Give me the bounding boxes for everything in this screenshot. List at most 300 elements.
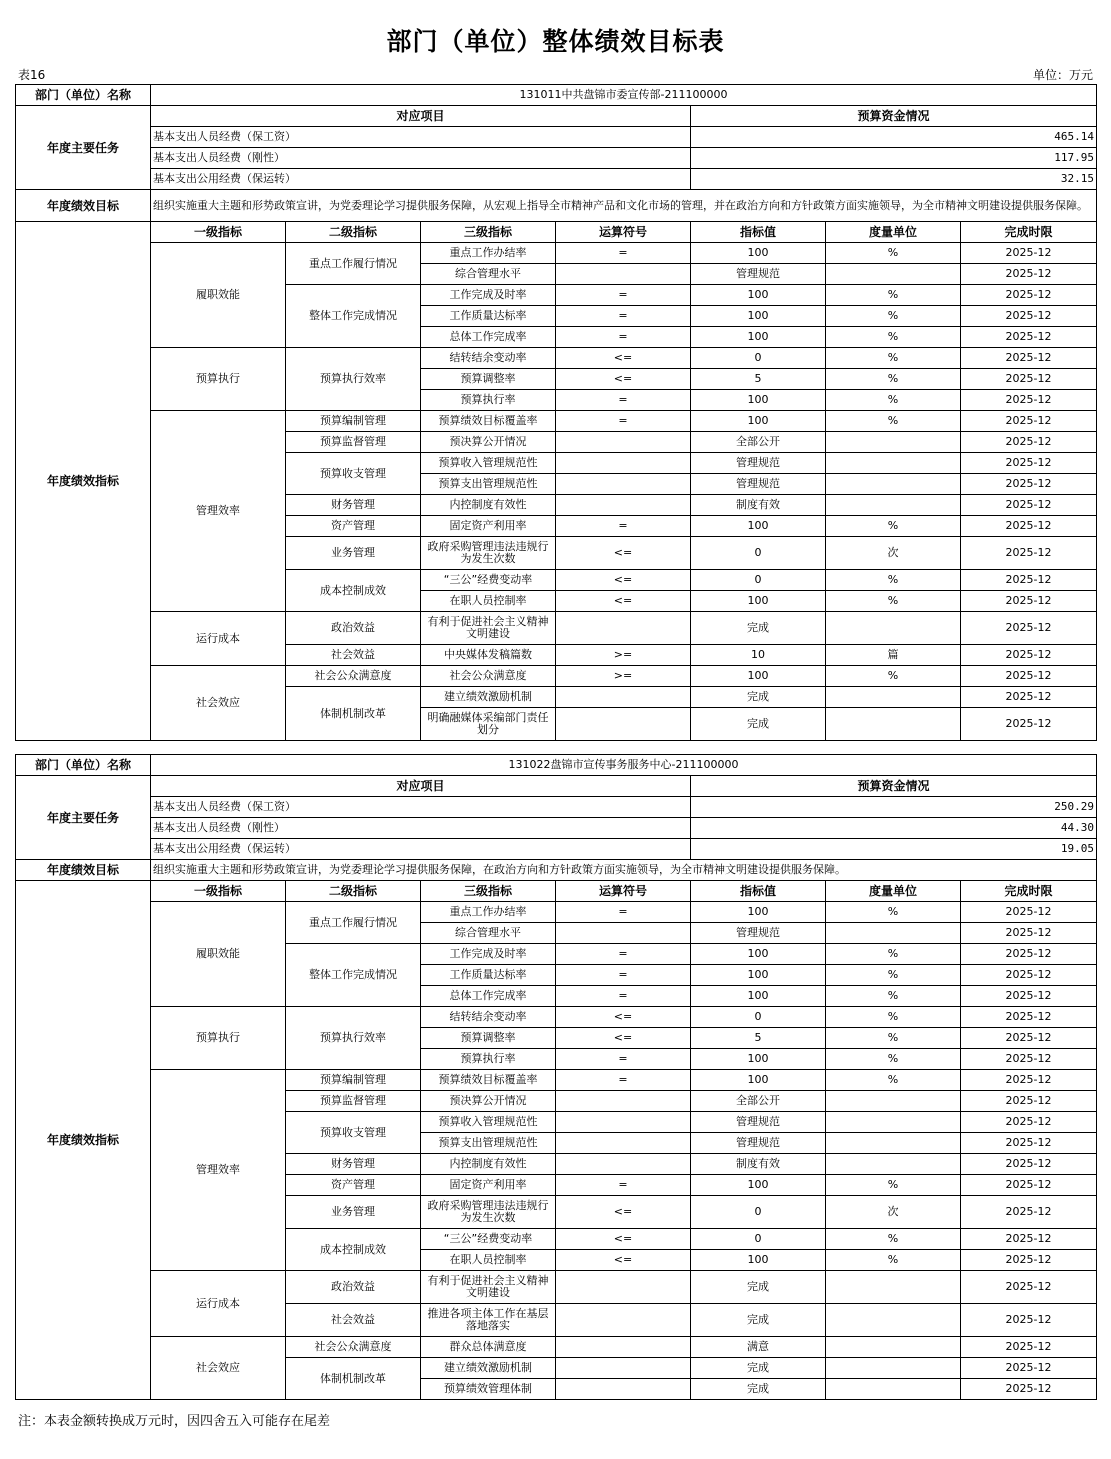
measure-unit	[826, 1337, 961, 1358]
indicator-value: 完成	[691, 708, 826, 741]
task-name: 基本支出人员经费（刚性）	[151, 148, 691, 169]
level3-indicator: 结转结余变动率	[421, 1007, 556, 1028]
header-col-val: 指标值	[691, 222, 826, 243]
level2-indicator: 社会公众满意度	[286, 1337, 421, 1358]
perf-indicators-label: 年度绩效指标	[16, 881, 151, 1400]
task-amount: 250.29	[691, 797, 1097, 818]
level3-indicator: 明确融媒体采编部门责任划分	[421, 708, 556, 741]
perf-goal-text: 组织实施重大主题和形势政策宣讲，为党委理论学习提供服务保障，从宏观上指导全市精神产品和文化市场的管理，并在政治方向和方针政策方面实施领导，为全市精神文明建设提供服务保障。	[151, 190, 1097, 222]
measure-unit	[826, 1112, 961, 1133]
indicator-header-row	[16, 881, 1097, 902]
deadline: 2025-12	[961, 687, 1097, 708]
operator: =	[556, 1175, 691, 1196]
measure-unit: %	[826, 390, 961, 411]
measure-unit	[826, 474, 961, 495]
operator: =	[556, 516, 691, 537]
project-header: 对应项目	[151, 776, 691, 797]
level1-indicator: 社会效应	[151, 1337, 286, 1400]
deadline: 2025-12	[961, 944, 1097, 965]
level1-indicator: 社会效应	[151, 666, 286, 741]
header-col-unit: 度量单位	[826, 881, 961, 902]
level3-indicator: 建立绩效激励机制	[421, 687, 556, 708]
indicator-value: 完成	[691, 1358, 826, 1379]
task-amount: 19.05	[691, 839, 1097, 860]
operator: =	[556, 285, 691, 306]
deadline: 2025-12	[961, 390, 1097, 411]
level3-indicator: 预算调整率	[421, 1028, 556, 1049]
level3-indicator: 预算执行率	[421, 1049, 556, 1070]
deadline: 2025-12	[961, 986, 1097, 1007]
header-col-op: 运算符号	[556, 222, 691, 243]
perf-indicators-label: 年度绩效指标	[16, 222, 151, 741]
measure-unit	[826, 1133, 961, 1154]
measure-unit	[826, 264, 961, 285]
level3-indicator: 有利于促进社会主义精神文明建设	[421, 612, 556, 645]
measure-unit: %	[826, 1229, 961, 1250]
operator: =	[556, 327, 691, 348]
indicator-value: 5	[691, 369, 826, 390]
measure-unit	[826, 1304, 961, 1337]
level3-indicator: “三公”经费变动率	[421, 570, 556, 591]
indicator-row	[16, 666, 1097, 687]
dept-name-value: 131022盘锦市宣传事务服务中心-211100000	[151, 755, 1097, 776]
dept-row	[16, 755, 1097, 776]
operator: =	[556, 965, 691, 986]
task-amount: 117.95	[691, 148, 1097, 169]
level2-indicator: 整体工作完成情况	[286, 285, 421, 348]
level1-indicator: 管理效率	[151, 411, 286, 612]
level1-indicator: 预算执行	[151, 348, 286, 411]
level3-indicator: 有利于促进社会主义精神文明建设	[421, 1271, 556, 1304]
tasks-header-row	[16, 776, 1097, 797]
header-col-time: 完成时限	[961, 881, 1097, 902]
indicator-value: 完成	[691, 687, 826, 708]
indicator-value: 管理规范	[691, 1133, 826, 1154]
indicator-value: 管理规范	[691, 1112, 826, 1133]
indicator-value: 100	[691, 306, 826, 327]
task-amount: 44.30	[691, 818, 1097, 839]
measure-unit: %	[826, 591, 961, 612]
level3-indicator: 预算收入管理规范性	[421, 1112, 556, 1133]
measure-unit: %	[826, 1028, 961, 1049]
operator	[556, 453, 691, 474]
indicator-value: 100	[691, 243, 826, 264]
deadline: 2025-12	[961, 369, 1097, 390]
indicator-value: 100	[691, 411, 826, 432]
level2-indicator: 体制机制改革	[286, 687, 421, 741]
operator	[556, 708, 691, 741]
level3-indicator: 中央媒体发稿篇数	[421, 645, 556, 666]
level3-indicator: 在职人员控制率	[421, 1250, 556, 1271]
indicator-value: 0	[691, 1007, 826, 1028]
operator: =	[556, 944, 691, 965]
deadline: 2025-12	[961, 645, 1097, 666]
level3-indicator: 固定资产利用率	[421, 1175, 556, 1196]
operator: =	[556, 411, 691, 432]
operator: <=	[556, 537, 691, 570]
deadline: 2025-12	[961, 902, 1097, 923]
unit-label: 单位：万元	[1032, 68, 1093, 82]
performance-table-2	[15, 754, 1097, 1400]
level1-indicator: 履职效能	[151, 902, 286, 1007]
measure-unit: %	[826, 1007, 961, 1028]
deadline: 2025-12	[961, 306, 1097, 327]
indicator-value: 100	[691, 327, 826, 348]
indicator-row	[16, 411, 1097, 432]
level3-indicator: 重点工作办结率	[421, 902, 556, 923]
level2-indicator: 社会效益	[286, 1304, 421, 1337]
page-title: 部门（单位）整体绩效目标表	[386, 27, 725, 56]
level2-indicator: 业务管理	[286, 1196, 421, 1229]
measure-unit	[826, 1379, 961, 1400]
deadline: 2025-12	[961, 1250, 1097, 1271]
level2-indicator: 体制机制改革	[286, 1358, 421, 1400]
indicator-value: 制度有效	[691, 495, 826, 516]
level1-indicator: 运行成本	[151, 612, 286, 666]
indicator-value: 全部公开	[691, 1091, 826, 1112]
indicator-value: 管理规范	[691, 923, 826, 944]
operator: <=	[556, 570, 691, 591]
deadline: 2025-12	[961, 348, 1097, 369]
indicator-value: 全部公开	[691, 432, 826, 453]
level3-indicator: 社会公众满意度	[421, 666, 556, 687]
level2-indicator: 预算监督管理	[286, 1091, 421, 1112]
level3-indicator: 预决算公开情况	[421, 432, 556, 453]
measure-unit: 次	[826, 537, 961, 570]
indicator-value: 100	[691, 516, 826, 537]
operator: =	[556, 902, 691, 923]
indicator-value: 完成	[691, 1271, 826, 1304]
perf-goal-label: 年度绩效目标	[16, 190, 151, 222]
indicator-value: 100	[691, 902, 826, 923]
operator	[556, 687, 691, 708]
measure-unit	[826, 495, 961, 516]
operator: <=	[556, 1229, 691, 1250]
indicator-value: 管理规范	[691, 474, 826, 495]
level2-indicator: 政治效益	[286, 612, 421, 645]
measure-unit: %	[826, 306, 961, 327]
header-col-l2: 二级指标	[286, 881, 421, 902]
operator: <=	[556, 1250, 691, 1271]
measure-unit	[826, 687, 961, 708]
level1-indicator: 预算执行	[151, 1007, 286, 1070]
level3-indicator: 群众总体满意度	[421, 1337, 556, 1358]
level2-indicator: 社会效益	[286, 645, 421, 666]
indicator-row	[16, 348, 1097, 369]
measure-unit: %	[826, 902, 961, 923]
level3-indicator: 在职人员控制率	[421, 591, 556, 612]
deadline: 2025-12	[961, 1358, 1097, 1379]
task-amount: 32.15	[691, 169, 1097, 190]
operator	[556, 474, 691, 495]
deadline: 2025-12	[961, 1007, 1097, 1028]
task-row	[16, 839, 1097, 860]
task-row	[16, 169, 1097, 190]
deadline: 2025-12	[961, 923, 1097, 944]
deadline: 2025-12	[961, 495, 1097, 516]
level3-indicator: 预决算公开情况	[421, 1091, 556, 1112]
operator	[556, 1271, 691, 1304]
task-row	[16, 148, 1097, 169]
deadline: 2025-12	[961, 708, 1097, 741]
task-name: 基本支出人员经费（刚性）	[151, 818, 691, 839]
level2-indicator: 预算编制管理	[286, 411, 421, 432]
indicator-row	[16, 1070, 1097, 1091]
level3-indicator: 工作质量达标率	[421, 306, 556, 327]
measure-unit: %	[826, 411, 961, 432]
level3-indicator: 结转结余变动率	[421, 348, 556, 369]
performance-table-1	[15, 84, 1097, 741]
indicator-value: 100	[691, 944, 826, 965]
level2-indicator: 财务管理	[286, 495, 421, 516]
operator	[556, 495, 691, 516]
task-row	[16, 818, 1097, 839]
level2-indicator: 资产管理	[286, 1175, 421, 1196]
measure-unit: %	[826, 348, 961, 369]
operator	[556, 923, 691, 944]
deadline: 2025-12	[961, 1337, 1097, 1358]
level3-indicator: 固定资产利用率	[421, 516, 556, 537]
level2-indicator: 预算收支管理	[286, 1112, 421, 1154]
header-col-val: 指标值	[691, 881, 826, 902]
goal-row	[16, 860, 1097, 881]
level3-indicator: 预算绩效目标覆盖率	[421, 411, 556, 432]
level2-indicator: 资产管理	[286, 516, 421, 537]
task-name: 基本支出人员经费（保工资）	[151, 797, 691, 818]
indicator-header-row	[16, 222, 1097, 243]
measure-unit: %	[826, 965, 961, 986]
task-name: 基本支出公用经费（保运转）	[151, 839, 691, 860]
level3-indicator: 预算调整率	[421, 369, 556, 390]
deadline: 2025-12	[961, 1196, 1097, 1229]
budget-header: 预算资金情况	[691, 776, 1097, 797]
deadline: 2025-12	[961, 965, 1097, 986]
dept-name-label: 部门（单位）名称	[16, 85, 151, 106]
level1-indicator: 管理效率	[151, 1070, 286, 1271]
level3-indicator: 政府采购管理违法违规行为发生次数	[421, 1196, 556, 1229]
level2-indicator: 社会公众满意度	[286, 666, 421, 687]
deadline: 2025-12	[961, 411, 1097, 432]
level2-indicator: 预算收支管理	[286, 453, 421, 495]
deadline: 2025-12	[961, 1154, 1097, 1175]
level3-indicator: 预算收入管理规范性	[421, 453, 556, 474]
indicator-value: 100	[691, 1175, 826, 1196]
indicator-value: 100	[691, 591, 826, 612]
goal-row	[16, 190, 1097, 222]
level3-indicator: 工作质量达标率	[421, 965, 556, 986]
operator	[556, 1133, 691, 1154]
operator	[556, 1091, 691, 1112]
deadline: 2025-12	[961, 1049, 1097, 1070]
level3-indicator: 预算支出管理规范性	[421, 474, 556, 495]
deadline: 2025-12	[961, 453, 1097, 474]
table-number: 表16	[18, 68, 46, 82]
indicator-row	[16, 1337, 1097, 1358]
main-tasks-label: 年度主要任务	[16, 106, 151, 190]
indicator-value: 100	[691, 390, 826, 411]
deadline: 2025-12	[961, 327, 1097, 348]
measure-unit	[826, 708, 961, 741]
operator: >=	[556, 645, 691, 666]
level3-indicator: 工作完成及时率	[421, 285, 556, 306]
indicator-value: 完成	[691, 1379, 826, 1400]
operator	[556, 612, 691, 645]
measure-unit: %	[826, 1049, 961, 1070]
measure-unit	[826, 1154, 961, 1175]
task-name: 基本支出公用经费（保运转）	[151, 169, 691, 190]
deadline: 2025-12	[961, 537, 1097, 570]
indicator-row	[16, 612, 1097, 645]
operator: <=	[556, 348, 691, 369]
deadline: 2025-12	[961, 1304, 1097, 1337]
measure-unit	[826, 1091, 961, 1112]
indicator-value: 100	[691, 1049, 826, 1070]
dept-name-label: 部门（单位）名称	[16, 755, 151, 776]
indicator-value: 5	[691, 1028, 826, 1049]
indicator-value: 管理规范	[691, 264, 826, 285]
operator	[556, 1112, 691, 1133]
indicator-value: 完成	[691, 612, 826, 645]
operator: =	[556, 390, 691, 411]
deadline: 2025-12	[961, 612, 1097, 645]
measure-unit: 篇	[826, 645, 961, 666]
indicator-value: 管理规范	[691, 453, 826, 474]
measure-unit: %	[826, 516, 961, 537]
operator	[556, 1337, 691, 1358]
level3-indicator: 工作完成及时率	[421, 944, 556, 965]
deadline: 2025-12	[961, 243, 1097, 264]
operator	[556, 432, 691, 453]
deadline: 2025-12	[961, 1229, 1097, 1250]
operator: =	[556, 243, 691, 264]
measure-unit: %	[826, 666, 961, 687]
measure-unit: %	[826, 369, 961, 390]
deadline: 2025-12	[961, 570, 1097, 591]
operator: >=	[556, 666, 691, 687]
measure-unit	[826, 923, 961, 944]
header-col-time: 完成时限	[961, 222, 1097, 243]
deadline: 2025-12	[961, 1028, 1097, 1049]
perf-goal-label: 年度绩效目标	[16, 860, 151, 881]
header-col-l3: 三级指标	[421, 222, 556, 243]
header-col-l1: 一级指标	[151, 881, 286, 902]
level2-indicator: 重点工作履行情况	[286, 902, 421, 944]
operator: <=	[556, 1007, 691, 1028]
level3-indicator: 综合管理水平	[421, 923, 556, 944]
operator: <=	[556, 591, 691, 612]
level3-indicator: 预算支出管理规范性	[421, 1133, 556, 1154]
budget-header: 预算资金情况	[691, 106, 1097, 127]
measure-unit: %	[826, 1250, 961, 1271]
level2-indicator: 财务管理	[286, 1154, 421, 1175]
deadline: 2025-12	[961, 432, 1097, 453]
level3-indicator: 总体工作完成率	[421, 327, 556, 348]
deadline: 2025-12	[961, 285, 1097, 306]
header-col-l1: 一级指标	[151, 222, 286, 243]
task-name: 基本支出人员经费（保工资）	[151, 127, 691, 148]
operator	[556, 264, 691, 285]
dept-row	[16, 85, 1097, 106]
operator	[556, 1154, 691, 1175]
measure-unit: %	[826, 327, 961, 348]
indicator-value: 0	[691, 1229, 826, 1250]
level2-indicator: 成本控制成效	[286, 1229, 421, 1271]
deadline: 2025-12	[961, 1070, 1097, 1091]
measure-unit: %	[826, 570, 961, 591]
deadline: 2025-12	[961, 1271, 1097, 1304]
tasks-header-row	[16, 106, 1097, 127]
measure-unit: %	[826, 243, 961, 264]
task-amount: 465.14	[691, 127, 1097, 148]
indicator-value: 100	[691, 285, 826, 306]
level2-indicator: 整体工作完成情况	[286, 944, 421, 1007]
level1-indicator: 运行成本	[151, 1271, 286, 1337]
indicator-value: 满意	[691, 1337, 826, 1358]
level2-indicator: 预算执行效率	[286, 348, 421, 411]
operator: =	[556, 986, 691, 1007]
measure-unit: %	[826, 944, 961, 965]
measure-unit	[826, 432, 961, 453]
deadline: 2025-12	[961, 516, 1097, 537]
level3-indicator: “三公”经费变动率	[421, 1229, 556, 1250]
deadline: 2025-12	[961, 591, 1097, 612]
indicator-value: 10	[691, 645, 826, 666]
level2-indicator: 成本控制成效	[286, 570, 421, 612]
measure-unit	[826, 1271, 961, 1304]
level3-indicator: 推进各项主体工作在基层落地落实	[421, 1304, 556, 1337]
measure-unit: %	[826, 285, 961, 306]
indicator-value: 制度有效	[691, 1154, 826, 1175]
level3-indicator: 内控制度有效性	[421, 495, 556, 516]
indicator-row	[16, 1007, 1097, 1028]
operator	[556, 1358, 691, 1379]
perf-goal-text: 组织实施重大主题和形势政策宣讲，为党委理论学习提供服务保障，在政治方向和方针政策方面实施领导，为全市精神文明建设提供服务保障。	[151, 860, 1097, 881]
measure-unit	[826, 612, 961, 645]
level3-indicator: 总体工作完成率	[421, 986, 556, 1007]
operator: <=	[556, 1028, 691, 1049]
deadline: 2025-12	[961, 1175, 1097, 1196]
operator	[556, 1304, 691, 1337]
level2-indicator: 政治效益	[286, 1271, 421, 1304]
footnote: 注：本表金额转换成万元时，因四舍五入可能存在尾差	[18, 1414, 331, 1429]
operator	[556, 1379, 691, 1400]
measure-unit	[826, 453, 961, 474]
level2-indicator: 重点工作履行情况	[286, 243, 421, 285]
task-row	[16, 797, 1097, 818]
deadline: 2025-12	[961, 1112, 1097, 1133]
indicator-row	[16, 902, 1097, 923]
indicator-value: 0	[691, 570, 826, 591]
indicator-value: 100	[691, 666, 826, 687]
level3-indicator: 建立绩效激励机制	[421, 1358, 556, 1379]
level3-indicator: 综合管理水平	[421, 264, 556, 285]
measure-unit	[826, 1358, 961, 1379]
deadline: 2025-12	[961, 264, 1097, 285]
operator: <=	[556, 1196, 691, 1229]
indicator-value: 完成	[691, 1304, 826, 1337]
measure-unit: %	[826, 986, 961, 1007]
header-col-l2: 二级指标	[286, 222, 421, 243]
level3-indicator: 政府采购管理违法违规行为发生次数	[421, 537, 556, 570]
operator: =	[556, 1070, 691, 1091]
operator: =	[556, 1049, 691, 1070]
indicator-value: 0	[691, 348, 826, 369]
header-col-op: 运算符号	[556, 881, 691, 902]
level2-indicator: 业务管理	[286, 537, 421, 570]
indicator-value: 100	[691, 965, 826, 986]
measure-unit: 次	[826, 1196, 961, 1229]
operator: <=	[556, 369, 691, 390]
